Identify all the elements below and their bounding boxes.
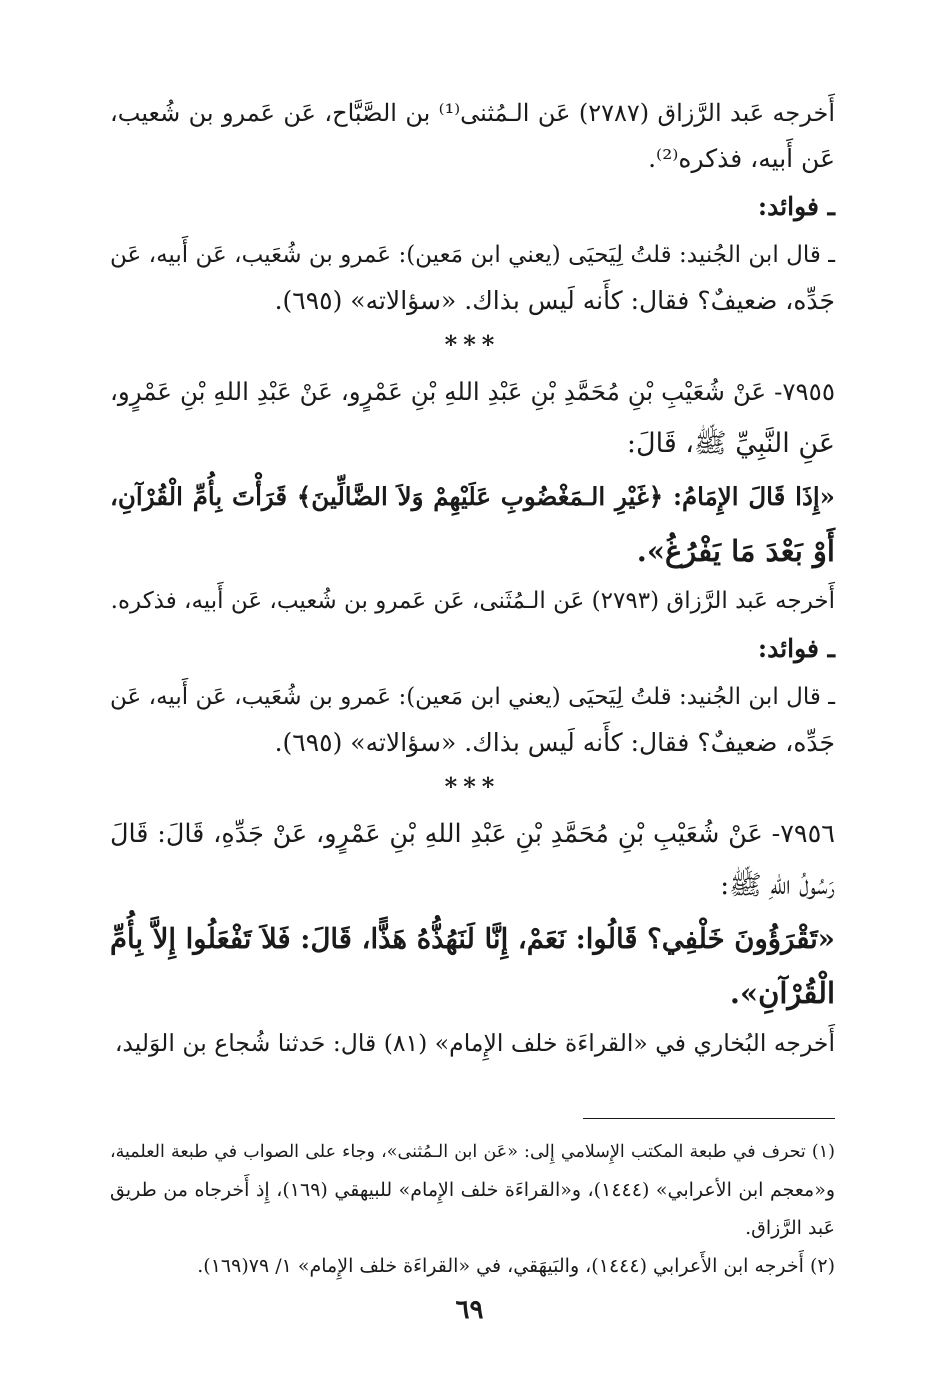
fawaid-heading: ـ فوائد:: [757, 634, 835, 663]
footnotes: [110, 1133, 835, 1285]
section-separator: ***: [444, 330, 501, 359]
text-line: رَسُولُ اللهِ ﷺ:: [720, 870, 835, 901]
fawaid-paragraph-1: [110, 232, 835, 324]
text-line: ـ قال ابن الجُنيد: قلتُ لِيَحيَى (يعني ابن مَعين): عَمرو بن شُعَيب، عَن أَبيه، عَن: [110, 684, 835, 710]
hadith-7956-isnad: [110, 808, 835, 912]
text-line: أَخرجه عَبد الرَّزاق (٢٧٩٣) عَن الـمُثَنى، عَن عَمرو بن شُعيب، عَن أَبيه، فذكره.: [110, 588, 835, 614]
footnote-divider: [583, 1118, 835, 1119]
footnote-line: (٢) أَخرجه ابن الأَعرابي (١٤٤٤)، والبَيهَقي، في «القراءَة خلف الإِمام» ١/ ٧٩(١٦٩).: [197, 1255, 835, 1277]
section-separator: ***: [444, 772, 501, 801]
takhrij-paragraph-3: [110, 1020, 835, 1066]
text-line: أَخرجه البُخاري في «القراءَة خلف الإِمام» (٨١) قال: حَدثنا شُجاع بن الوَليد،: [114, 1029, 835, 1057]
text-line: أَخرجه عَبد الرَّزاق (٢٧٨٧) عَن الـمُثنى⁽¹⁾ بن الصَّبَّاح، عَن عَمرو بن شُعيب،: [110, 99, 836, 127]
takhrij-paragraph-2: [110, 578, 835, 624]
text-line: عَنِ النَّبِيِّ ﷺ، قَالَ:: [626, 428, 835, 459]
footnote-line: عَبد الرَّزاق.: [745, 1217, 835, 1239]
text-line: أَوْ بَعْدَ مَا يَفْرُغُ».: [636, 534, 835, 568]
text-line: جَدِّه، ضعيفٌ؟ فقال: كأَنه لَيس بذاك. «سؤالاته» (٦٩٥).: [274, 728, 835, 757]
text-line: «تَقْرَؤُونَ خَلْفِي؟ قَالُوا: نَعَمْ، إِنَّا لَنَهُذُّهُ هَذًّا، قَالَ: فَلاَ تَفْعَلُوا إِلاَّ بِأُمِّ: [110, 923, 835, 955]
text-line: ٧٩٥٦- عَنْ شُعَيْبِ بْنِ مُحَمَّدِ بْنِ عَبْدِ اللهِ بْنِ عَمْرٍو، عَنْ جَدِّهِ، قَالَ: قَالَ: [110, 819, 835, 849]
hadith-7956-matn: [110, 912, 835, 1020]
fawaid-heading: ـ فوائد:: [757, 192, 835, 221]
footnote-line: (١) تحرف في طبعة المكتب الإِسلامي إِلى: «عَن ابن الـمُثنى»، وجاء على الصواب في طبعة العلمية،: [110, 1142, 835, 1162]
text-line: الْقُرْآنِ».: [729, 976, 835, 1010]
text-line: جَدِّه، ضعيفٌ؟ فقال: كأَنه لَيس بذاك. «سؤالاته» (٦٩٥).: [274, 286, 835, 315]
text-line: ٧٩٥٥- عَنْ شُعَيْبِ بْنِ مُحَمَّدِ بْنِ عَبْدِ اللهِ بْنِ عَمْرٍو، عَنْ عَبْدِ اللهِ بْنِ عَمْرٍو،: [110, 377, 835, 406]
text-line: «إِذَا قَالَ الإِمَامُ: ﴿غَيْرِ الـمَغْضُوبِ عَلَيْهِمْ وَلاَ الضَّالِّينَ﴾ قَرَأْتَ بِأُمِّ الْقُرْآنِ،: [110, 482, 835, 511]
hadith-7955-isnad: [110, 366, 835, 470]
takhrij-paragraph-1: [110, 90, 835, 182]
hadith-7955-matn: [110, 470, 835, 578]
fawaid-paragraph-2: [110, 674, 835, 766]
text-line: عَن أَبيه، فذكره⁽²⁾.: [648, 144, 835, 173]
text-line: ـ قال ابن الجُنيد: قلتُ لِيَحيَى (يعني ابن مَعين): عَمرو بن شُعَيب، عَن أَبيه، عَن: [110, 242, 835, 268]
footnote-line: و«معجم ابن الأعرابي» (١٤٤٤)، و«القراءَة خلف الإِمام» للبيهقي (١٦٩)، إِذ أَخرجاه من طريق: [110, 1179, 835, 1201]
page-number: ٦٩: [455, 1295, 484, 1325]
